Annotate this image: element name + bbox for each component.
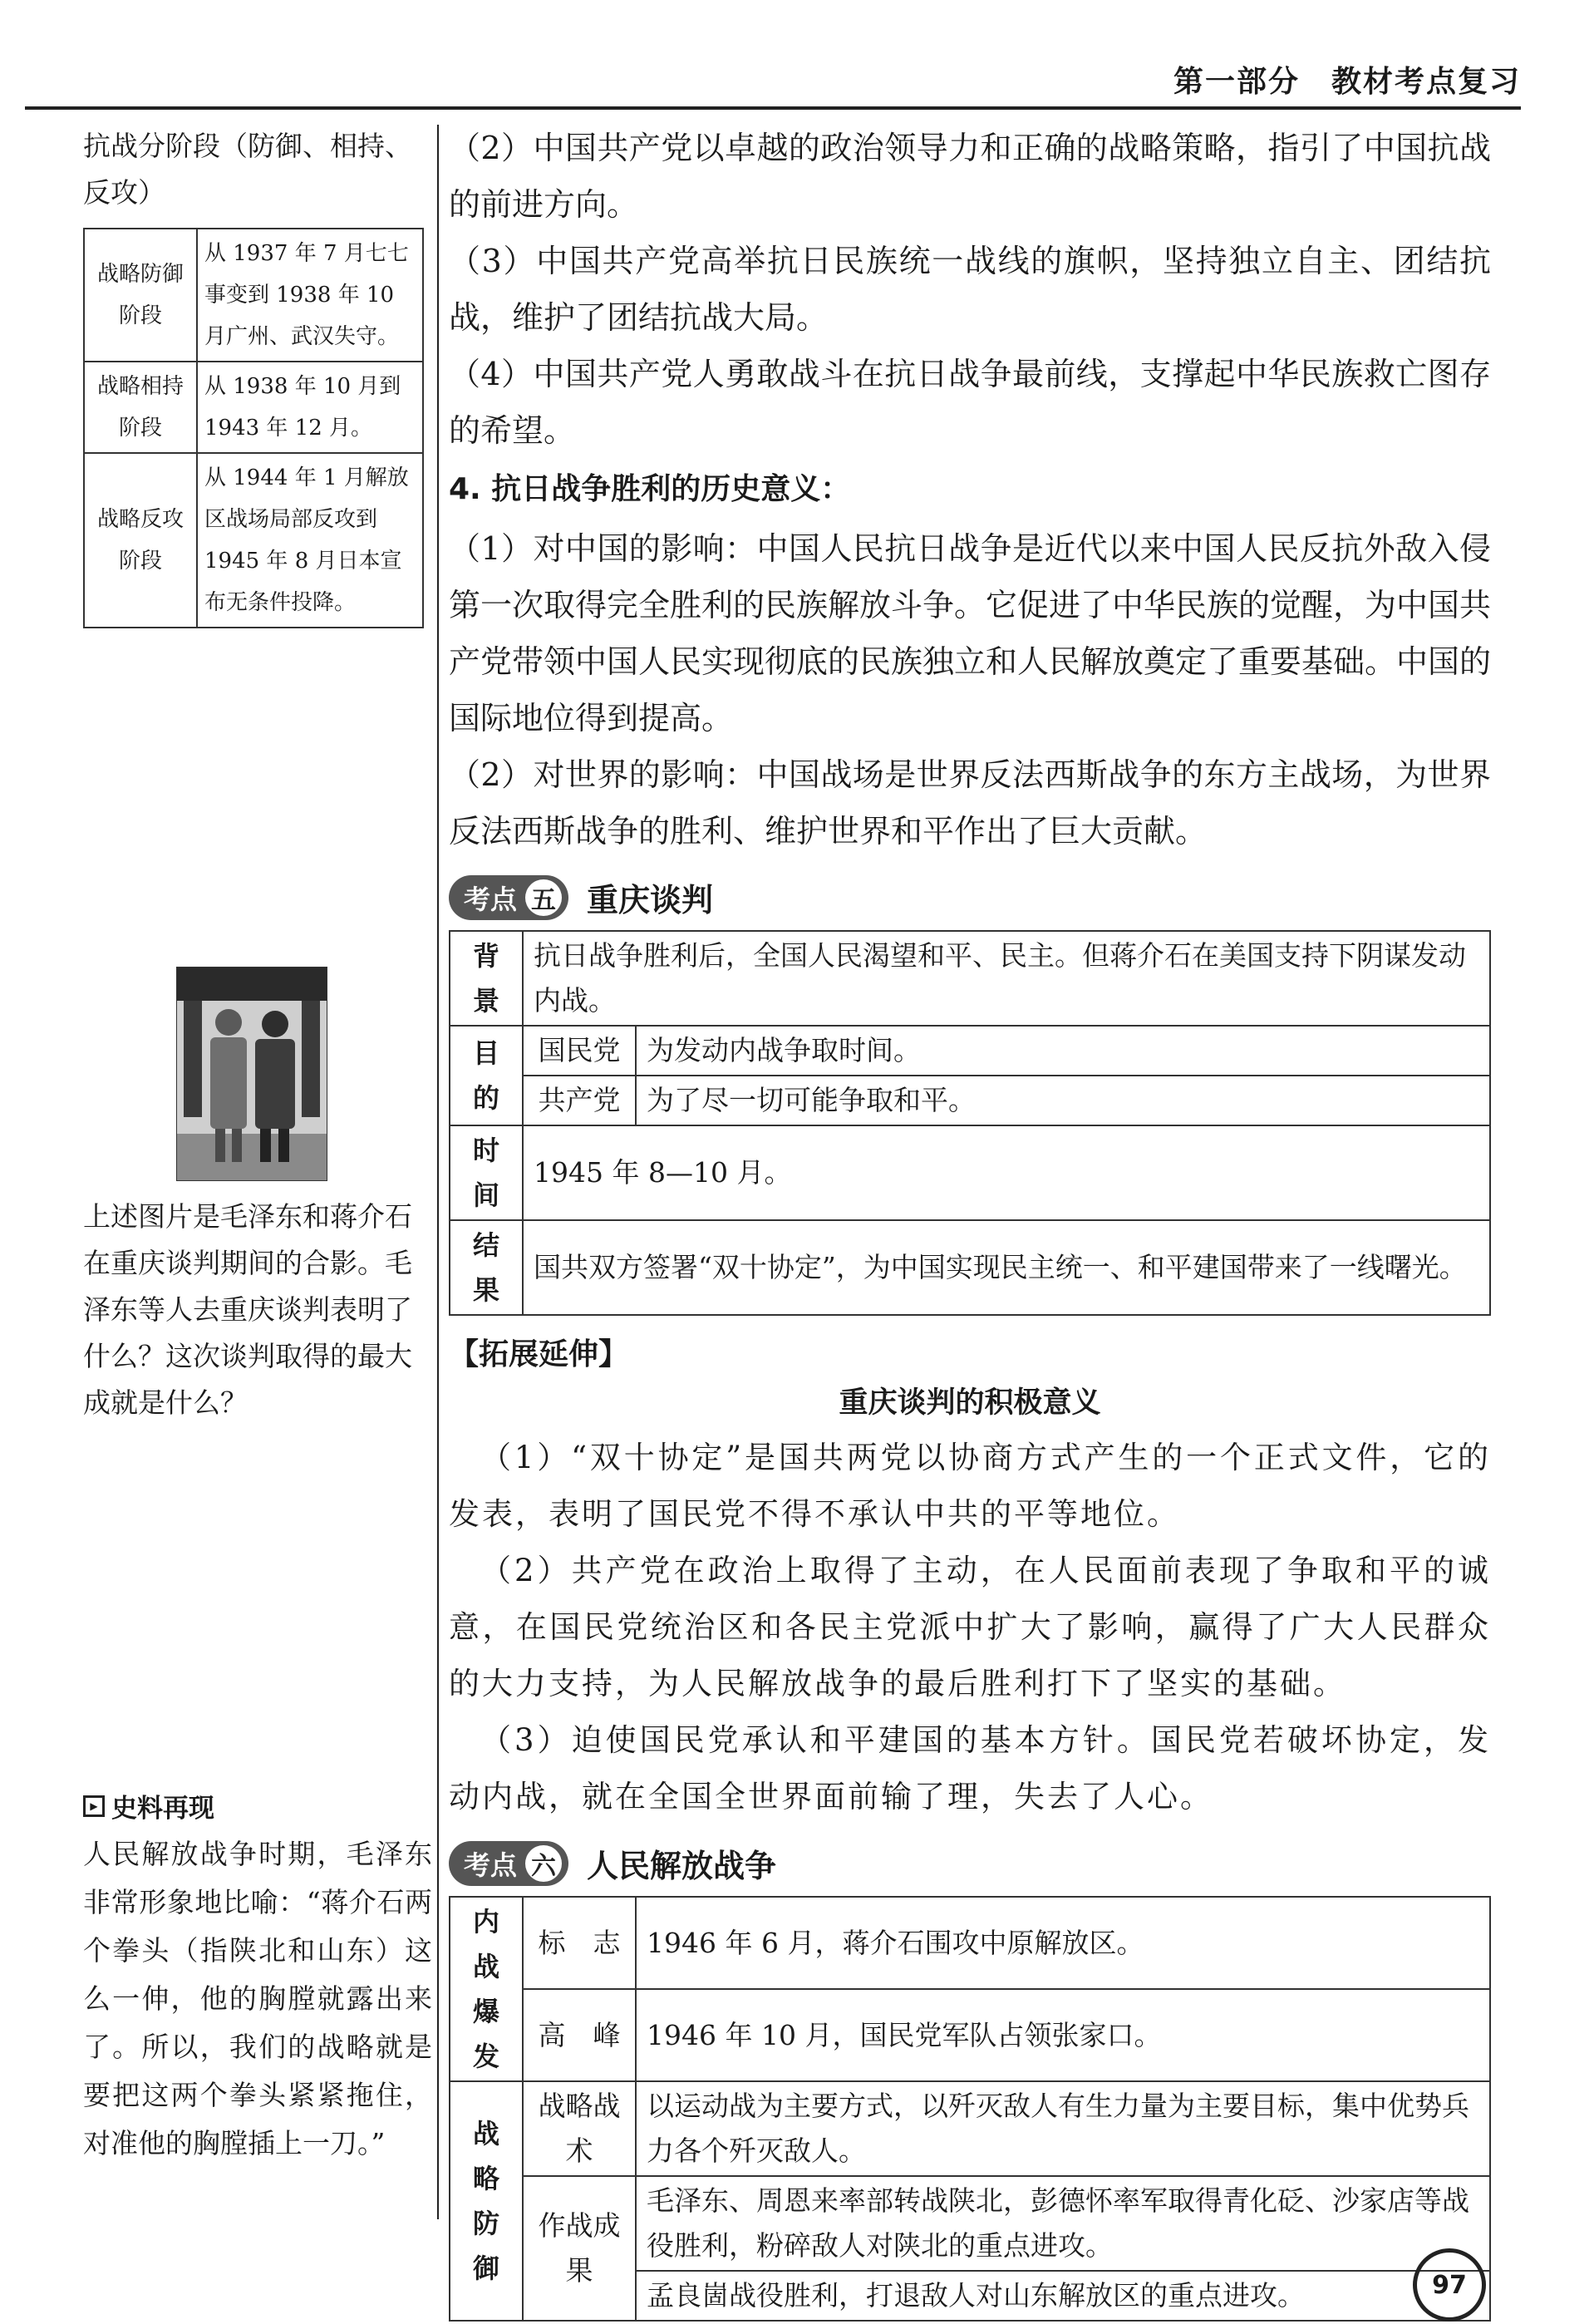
stage-intro: 抗战分阶段（防御、相持、反攻）: [83, 130, 412, 209]
kaodian-title: 人民解放战争: [587, 1848, 777, 1884]
table-cell: 1946 年 10 月，国民党军队占领张家口。: [636, 1989, 1490, 2081]
shiliao-title: 史料再现: [111, 1794, 214, 1824]
table-cell: 为了尽一切可能争取和平。: [636, 1076, 1490, 1125]
table-cell: 毛泽东、周恩来率部转战陕北，彭德怀率军取得青化砭、沙家店等战役胜利，粉碎敌人对陕北的重点进攻。: [636, 2176, 1490, 2271]
row-header: 目的: [450, 1026, 523, 1125]
header-title: 第一部分 教材考点复习: [1173, 65, 1521, 99]
table-cell: 1945 年 8—10 月。: [523, 1125, 1490, 1220]
stage-desc: 从 1944 年 1 月解放区战场局部反攻到 1945 年 8 月日本宣布无条件投降。: [197, 453, 423, 628]
extension-paragraph: （1）“双十协定”是国共两党以协商方式产生的一个正式文件，它的发表，表明了国民党不得不承认中共的平等地位。: [449, 1440, 1491, 1532]
shiliao-text: 人民解放战争时期，毛泽东非常形象地比喻：“蒋介石两个拳头（指陕北和山东）这么一伸，他的胸膛就露出来了。所以，我们的战略就是要把这两个拳头紧紧拖住，对准他的胸膛插上一刀。”: [83, 1838, 432, 2159]
stage-name: 战略相持阶段: [84, 362, 197, 453]
extension-heading: 【拓展延伸】: [449, 1337, 629, 1371]
badge-number: 五: [525, 879, 562, 916]
table-row: [450, 1989, 1490, 2081]
kaodian-badge: [449, 875, 568, 920]
photo-question: 上述图片是毛泽东和蒋介石在重庆谈判期间的合影。毛泽东等人去重庆谈判表明了什么？这次谈判取得的最大成就是什么？: [83, 1200, 412, 1419]
stage-name: 战略防御阶段: [84, 229, 197, 362]
table-row: [84, 229, 423, 362]
sub-header: 作战成果: [523, 2176, 636, 2321]
stage-name: 战略反攻阶段: [84, 453, 197, 628]
badge-number: 六: [525, 1845, 562, 1882]
liberation-war-table: [449, 1896, 1491, 2322]
kaodian-6-heading: [449, 1840, 1491, 1886]
shiliao-heading: [83, 1787, 432, 1824]
sub-header: 高 峰: [523, 1989, 636, 2081]
kaodian-badge: [449, 1841, 568, 1886]
table-row: [450, 1026, 1490, 1076]
stage-desc: 从 1938 年 10 月到 1943 年 12 月。: [197, 362, 423, 453]
chongqing-talks-table: [449, 930, 1491, 1316]
table-cell: 孟良崮战役胜利，打退敌人对山东解放区的重点进攻。: [636, 2271, 1490, 2321]
table-row: [84, 453, 423, 628]
badge-label: 考点: [464, 883, 518, 915]
paragraph: （2）中国共产党以卓越的政治领导力和正确的战略策略，指引了中国抗战的前进方向。: [449, 130, 1491, 223]
table-cell: 抗日战争胜利后，全国人民渴望和平、民主。但蒋介石在美国支持下阴谋发动内战。: [523, 931, 1490, 1026]
sub-header: 标 志: [523, 1897, 636, 1989]
table-row: [450, 1220, 1490, 1315]
paragraph: （2）对世界的影响：中国战场是世界反法西斯战争的东方主战场，为世界反法西斯战争的胜利、维护世界和平作出了巨大贡献。: [449, 756, 1491, 849]
table-cell: 1946 年 6 月，蒋介石围攻中原解放区。: [636, 1897, 1490, 1989]
play-icon: ▶: [83, 1795, 105, 1817]
table-row: [450, 1897, 1490, 1989]
row-header: 结果: [450, 1220, 523, 1315]
historical-photo: [176, 967, 327, 1181]
table-row: [450, 1125, 1490, 1220]
page-header: [25, 58, 1521, 110]
sub-header: 战略战术: [523, 2081, 636, 2176]
section-title: 4. 抗日战争胜利的历史意义：: [449, 472, 851, 506]
sub-header: 共产党: [523, 1076, 636, 1125]
row-header: 时间: [450, 1125, 523, 1220]
table-row: [84, 362, 423, 453]
paragraph: （3）中国共产党高举抗日民族统一战线的旗帜，坚持独立自主、团结抗战，维护了团结抗战大局。: [449, 243, 1491, 336]
extension-paragraph: （3）迫使国民党承认和平建国的基本方针。国民党若破坏协定，发动内战，就在全国全世界面前输了理，失去了人心。: [449, 1722, 1491, 1814]
left-sidebar: [83, 123, 424, 628]
page-number: 97: [1413, 2248, 1486, 2322]
war-stage-table: [83, 228, 424, 628]
table-cell: 国共双方签署“双十协定”，为中国实现民主统一、和平建国带来了一线曙光。: [523, 1220, 1490, 1315]
stage-desc: 从 1937 年 7 月七七事变到 1938 年 10 月广州、武汉失守。: [197, 229, 423, 362]
sub-header: 国民党: [523, 1026, 636, 1076]
paragraph: （1）对中国的影响：中国人民抗日战争是近代以来中国人民反抗外敌入侵第一次取得完全胜利的民族解放斗争。它促进了中华民族的觉醒，为中国共产党带领中国人民实现彻底的民族独立和人民解放奠定了重要基础。中国的国际地位得到提高。: [449, 530, 1492, 736]
paragraph: （4）中国共产党人勇敢战斗在抗日战争最前线，支撑起中华民族救亡图存的希望。: [449, 356, 1491, 449]
extension-paragraph: （2）共产党在政治上取得了主动，在人民面前表现了争取和平的诚意，在国民党统治区和各民主党派中扩大了影响，赢得了广大人民群众的大力支持，为人民解放战争的最后胜利打下了坚实的基础。: [449, 1553, 1491, 1701]
column-divider: [437, 125, 439, 2219]
table-cell: 以运动战为主要方式，以歼灭敌人有生力量为主要目标，集中优势兵力各个歼灭敌人。: [636, 2081, 1490, 2176]
row-header: 战略防御: [450, 2081, 523, 2321]
table-cell: 为发动内战争取时间。: [636, 1026, 1490, 1076]
main-content: [449, 120, 1491, 2322]
row-header: 背景: [450, 931, 523, 1026]
row-header: 内战爆发: [450, 1897, 523, 2081]
kaodian-5-heading: [449, 874, 1491, 920]
extension-title: 重庆谈判的积极意义: [839, 1386, 1101, 1420]
photo-illustration: [177, 968, 327, 1180]
table-row: [450, 931, 1490, 1026]
table-row: [450, 2081, 1490, 2176]
kaodian-title: 重庆谈判: [587, 882, 714, 918]
badge-label: 考点: [464, 1849, 518, 1881]
table-row: [450, 1076, 1490, 1125]
table-row: [450, 2176, 1490, 2271]
